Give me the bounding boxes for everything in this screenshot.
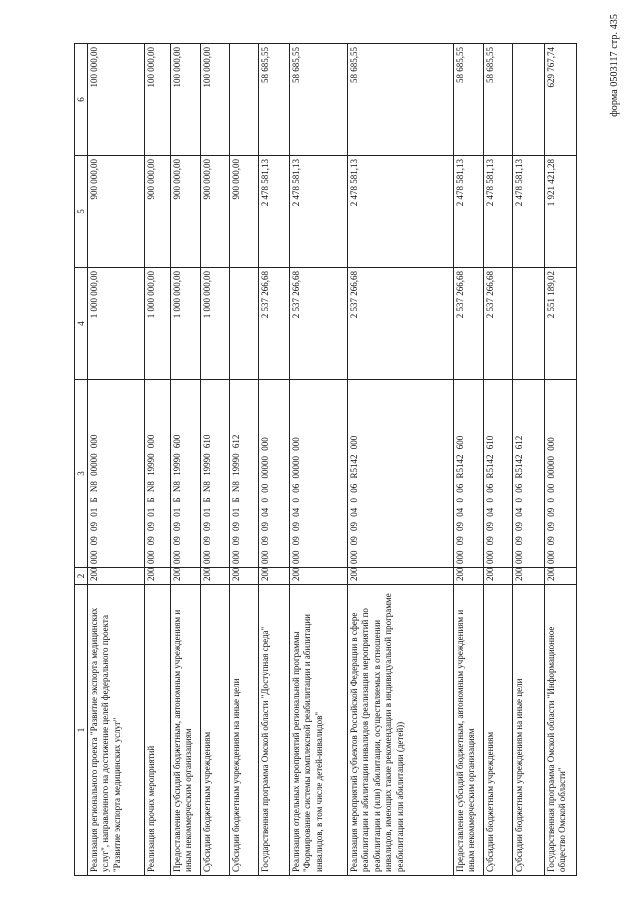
row-executed: 900 000,00 bbox=[145, 156, 171, 268]
row-approved bbox=[513, 268, 545, 380]
row-line-code: 200 bbox=[545, 568, 577, 585]
row-approved: 2 537 266,68 bbox=[259, 268, 290, 380]
column-header-class-code: 3 bbox=[75, 380, 88, 568]
row-approved: 1 000 000,00 bbox=[201, 268, 230, 380]
row-class-code: 000 09 09 04 0 00 00000 000 bbox=[259, 380, 290, 568]
row-name: Реализация отдельных мероприятий региональной программы "Формирование системы комплексной реабилитации и абилитации инвалидов, в том числе детей-инвалидов" bbox=[290, 585, 348, 876]
row-executed: 1 921 421,28 bbox=[545, 156, 577, 268]
row-line-code: 200 bbox=[171, 568, 201, 585]
row-unexecuted: 100 000,00 bbox=[201, 44, 230, 156]
row-class-code: 000 09 09 04 0 06 R5142 600 bbox=[454, 380, 484, 568]
row-approved: 2 537 266,68 bbox=[454, 268, 484, 380]
row-name: Субсидии бюджетным учреждениям на иные цели bbox=[230, 585, 259, 876]
row-line-code: 200 bbox=[348, 568, 454, 585]
row-executed: 900 000,00 bbox=[230, 156, 259, 268]
row-class-code: 000 09 09 01 Б N8 00000 000 bbox=[88, 380, 145, 568]
row-class-code: 000 09 09 04 0 06 00000 000 bbox=[290, 380, 348, 568]
row-name: Предоставление субсидий бюджетным, автономным учреждениям и иным некоммерческим организациям bbox=[454, 585, 484, 876]
row-unexecuted: 100 000,00 bbox=[171, 44, 201, 156]
row-executed: 2 478 581,13 bbox=[484, 156, 513, 268]
row-name: Государственная программа Омской области "Информационное общество Омской области" bbox=[545, 585, 577, 876]
row-executed: 900 000,00 bbox=[201, 156, 230, 268]
row-name: Предоставление субсидий бюджетным, автономным учреждениям и иным некоммерческим организациям bbox=[171, 585, 201, 876]
row-unexecuted: 100 000,00 bbox=[88, 44, 145, 156]
row-class-code: 000 09 09 04 0 06 R5142 612 bbox=[513, 380, 545, 568]
row-name: Государственная программа Омской области "Доступная среда" bbox=[259, 585, 290, 876]
table-row bbox=[145, 44, 171, 876]
row-name: Реализация прочих мероприятий bbox=[145, 585, 171, 876]
row-line-code: 200 bbox=[484, 568, 513, 585]
row-line-code: 200 bbox=[259, 568, 290, 585]
row-line-code: 200 bbox=[145, 568, 171, 585]
table-row bbox=[230, 44, 259, 876]
table-row bbox=[545, 44, 577, 876]
row-line-code: 200 bbox=[290, 568, 348, 585]
row-unexecuted: 58 685,55 bbox=[290, 44, 348, 156]
column-header-line-code: 2 bbox=[75, 568, 88, 585]
row-line-code: 200 bbox=[88, 568, 145, 585]
table-row bbox=[454, 44, 484, 876]
table-row bbox=[88, 44, 145, 876]
row-approved: 1 000 000,00 bbox=[171, 268, 201, 380]
row-approved: 2 537 266,68 bbox=[348, 268, 454, 380]
row-unexecuted: 58 685,55 bbox=[348, 44, 454, 156]
row-executed: 900 000,00 bbox=[171, 156, 201, 268]
row-name: Субсидии бюджетным учреждениям bbox=[201, 585, 230, 876]
row-unexecuted: 58 685,55 bbox=[484, 44, 513, 156]
column-header-unexecuted: 6 bbox=[75, 44, 88, 156]
row-class-code: 000 09 09 01 Б N8 19990 612 bbox=[230, 380, 259, 568]
column-header-executed: 5 bbox=[75, 156, 88, 268]
table-row bbox=[259, 44, 290, 876]
row-class-code: 000 09 09 01 Б N8 19990 610 bbox=[201, 380, 230, 568]
row-name: Реализация регионального проекта "Развитие экспорта медицинских услуг", направленного на достижение целей федерального проекта "Развитие экспорта медицинских услуг" bbox=[88, 585, 145, 876]
row-executed: 900 000,00 bbox=[88, 156, 145, 268]
row-class-code: 000 09 09 04 0 06 R5142 000 bbox=[348, 380, 454, 568]
row-class-code: 000 09 09 01 Б N8 19990 600 bbox=[171, 380, 201, 568]
budget-execution-table bbox=[74, 43, 577, 876]
row-executed: 2 478 581,13 bbox=[348, 156, 454, 268]
row-executed: 2 478 581,13 bbox=[259, 156, 290, 268]
row-name: Реализация мероприятий субъектов Российской Федерации в сфере реабилитации и абилитации инвалидов (реализация мероприятий по реабилитации и (или) абилитации, осуществляемых в отношении инвалидов, имеющих такие рекомендации в индивидуальной программе реабилитации или абилитации (детей)) bbox=[348, 585, 454, 876]
row-unexecuted: 58 685,55 bbox=[259, 44, 290, 156]
row-approved bbox=[230, 268, 259, 380]
row-name: Субсидии бюджетным учреждениям bbox=[484, 585, 513, 876]
row-unexecuted: 100 000,00 bbox=[145, 44, 171, 156]
row-executed: 2 478 581,13 bbox=[454, 156, 484, 268]
report-table-container bbox=[74, 43, 577, 876]
row-unexecuted bbox=[513, 44, 545, 156]
row-line-code: 200 bbox=[230, 568, 259, 585]
form-reference: форма 0503117 стр. 435 bbox=[609, 14, 620, 117]
row-unexecuted: 58 685,55 bbox=[454, 44, 484, 156]
column-header-approved: 4 bbox=[75, 268, 88, 380]
table-header-row bbox=[75, 44, 88, 876]
table-row bbox=[201, 44, 230, 876]
table-row bbox=[171, 44, 201, 876]
row-class-code: 000 09 09 01 Б N8 19990 000 bbox=[145, 380, 171, 568]
row-approved: 2 551 189,02 bbox=[545, 268, 577, 380]
row-line-code: 200 bbox=[454, 568, 484, 585]
row-line-code: 200 bbox=[513, 568, 545, 585]
column-header-name: 1 bbox=[75, 585, 88, 876]
row-executed: 2 478 581,13 bbox=[290, 156, 348, 268]
row-name: Субсидии бюджетным учреждениям на иные цели bbox=[513, 585, 545, 876]
row-approved: 1 000 000,00 bbox=[145, 268, 171, 380]
row-class-code: 000 09 09 04 0 06 R5142 610 bbox=[484, 380, 513, 568]
row-approved: 2 537 266,68 bbox=[290, 268, 348, 380]
row-executed: 2 478 581,13 bbox=[513, 156, 545, 268]
row-unexecuted bbox=[230, 44, 259, 156]
row-approved: 1 000 000,00 bbox=[88, 268, 145, 380]
table-row bbox=[290, 44, 348, 876]
row-approved: 2 537 266,68 bbox=[484, 268, 513, 380]
table-row bbox=[513, 44, 545, 876]
row-line-code: 200 bbox=[201, 568, 230, 585]
table-row bbox=[348, 44, 454, 876]
row-unexecuted: 629 767,74 bbox=[545, 44, 577, 156]
row-class-code: 000 09 09 09 0 00 00000 000 bbox=[545, 380, 577, 568]
table-row bbox=[484, 44, 513, 876]
